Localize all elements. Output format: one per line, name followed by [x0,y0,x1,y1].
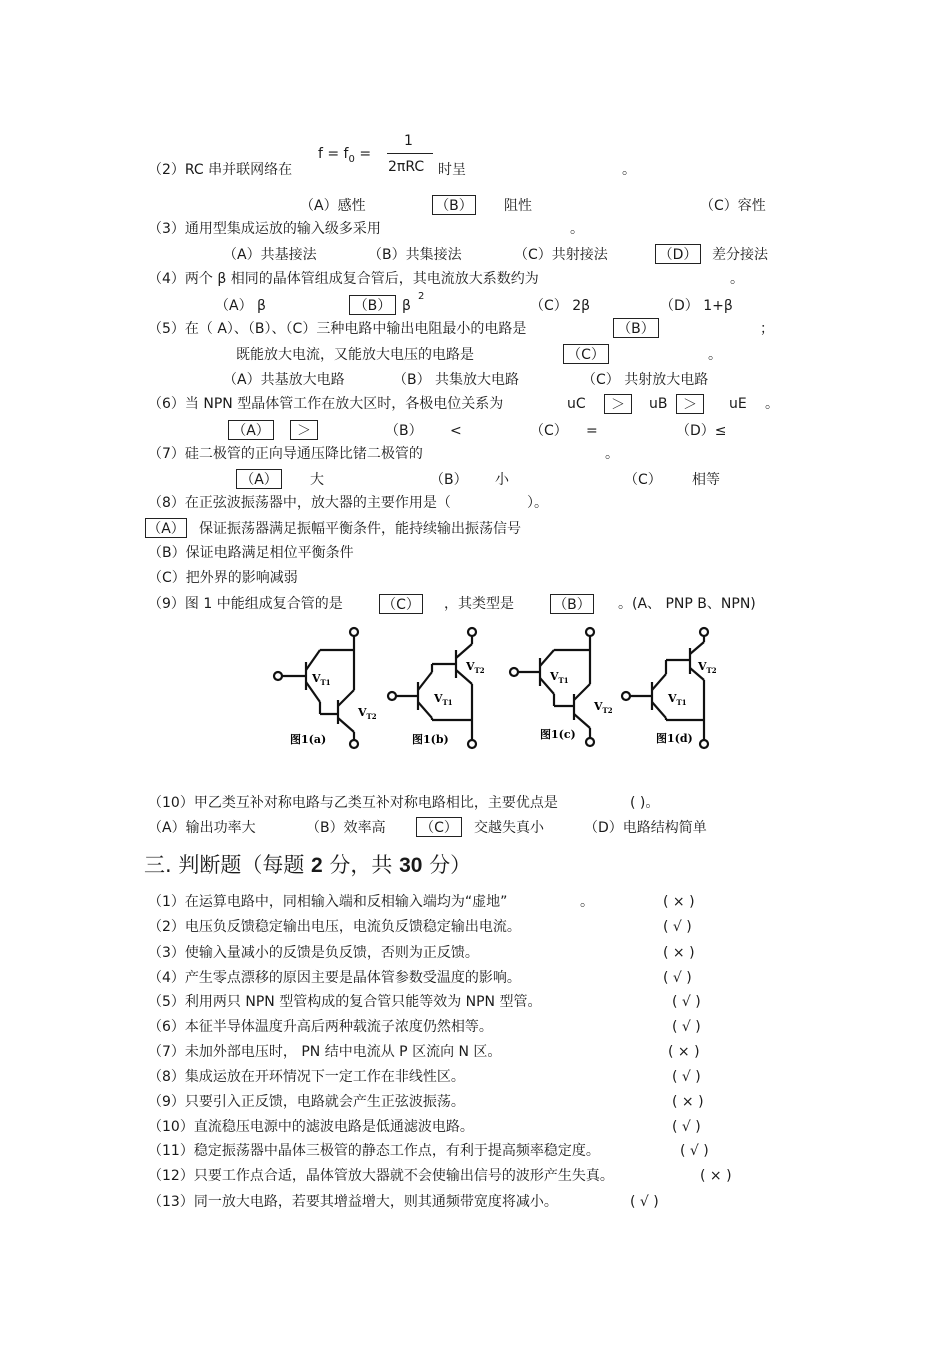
q6-gt3-box: ＞ [290,420,318,440]
q4-option-b: β [402,298,411,314]
q7-option-b-label: （B） [430,472,468,488]
judge-item-12-text: （12）只要工作点合适，晶体管放大器就不会使输出信号的波形产生失真。 [148,1168,614,1184]
q6-uc: uC [567,396,586,412]
q6-ub: uB [649,396,668,412]
q5-answer2-box: （C） [563,344,609,364]
figure-1c-vt2-label: $V_{T2}$ [594,700,613,715]
section-3-points-per-item: 2 [311,854,323,877]
q6-equals: = [586,423,598,439]
q3-answer-box: （D） [655,244,701,264]
q10-paren: ( )。 [630,795,660,811]
q9-answer2-box: （B） [550,594,594,614]
q10-option-a: （A）输出功率大 [148,820,256,836]
q6-gt1-box: ＞ [604,394,632,414]
figure-1b-vt2-label: $V_{T2}$ [466,660,485,675]
q8-option-a: 保证振荡器满足振幅平衡条件，能持续输出振荡信号 [199,521,521,537]
q2-formula-sub: 0 [348,153,355,165]
judge-item-11-text: （11）稳定振荡器中晶体三极管的静态工作点，有利于提高频率稳定度。 [148,1143,600,1159]
q4-option-d: （D） 1+β [660,298,733,314]
q4-stem: （4）两个 β 相同的晶体管组成复合管后，其电流放大系数约为 [148,271,539,287]
figure-1a-vt1-label: $V_{T1}$ [312,672,331,687]
figure-1a-caption: 图1(a) [290,733,327,746]
judge-item-8-answer: ( √ ) [672,1069,701,1085]
judge-item-13-text: （13）同一放大电路，若要其增益增大，则其通频带宽度将减小。 [148,1194,558,1210]
q9-stem: （9）图 1 中能组成复合管的是 [148,596,343,612]
q5-option-b: （B） 共集放大电路 [393,372,520,388]
q4-option-a: （A） β [215,298,266,314]
q3-option-c: （C）共射接法 [514,247,608,263]
judge-item-3-text: （3）使输入量减小的反馈是负反馈，否则为正反馈。 [148,945,479,961]
q2-stem: （2）RC 串并联网络在 [148,162,293,178]
q6-end: 。 [765,396,779,412]
figure-1b-circuit [388,628,476,748]
judge-item-1-text: （1）在运算电路中，同相输入端和反相输入端均为“虚地” [148,894,508,910]
section-3-total-points: 30 [399,854,423,877]
q10-option-d: （D）电路结构简单 [584,820,707,836]
q6-option-d: （D）≤ [676,423,727,439]
q8-stem: （8）在正弦波振荡器中，放大器的主要作用是（ [148,495,451,511]
q2-formula-denominator: 2πRC [388,159,425,175]
figure-1d-vt2-label: $V_{T2}$ [698,660,717,675]
q9-mid: ，其类型是 [444,596,514,612]
q4-answer-box: （B） [349,295,396,315]
q5-semicolon: ； [760,321,774,337]
q2-formula-eq: = [359,146,372,162]
q6-ue: uE [729,396,747,412]
figure-1a-vt2-label: $V_{T2}$ [358,706,377,721]
q6-option-c: （C） [530,423,568,439]
figure-1c-vt1-label: $V_{T1}$ [550,670,569,685]
q4-option-b-superscript: 2 [418,291,425,302]
section-3-title [144,852,471,879]
judge-item-11-answer: ( √ ) [680,1143,709,1159]
judge-item-10-answer: ( √ ) [672,1119,701,1135]
q10-stem: （10）甲乙类互补对称电路与乙类互补对称电路相比，主要优点是 [148,795,558,811]
q7-end: 。 [605,446,619,462]
q6-gt2-box: ＞ [676,394,704,414]
judge-item-6-answer: ( √ ) [672,1019,701,1035]
q5-end: 。 [708,347,722,363]
judge-item-4-answer: ( √ ) [663,970,692,986]
judge-item-1-answer: ( × ) [663,894,695,910]
q2-option-b: 阻性 [504,198,532,214]
q5-option-a: （A）共基放大电路 [223,372,345,388]
q6-option-b: （B） [385,423,423,439]
q2-end: 。 [622,162,636,178]
section-3-title-prefix: 三. 判断题（每题 [144,853,305,877]
q2-formula-numerator: 1 [404,133,413,149]
judge-item-8-text: （8）集成运放在开环情况下一定工作在非线性区。 [148,1069,465,1085]
q10-answer-box: （C） [416,817,462,837]
q3-option-a: （A）共基接法 [223,247,317,263]
judge-item-5-answer: ( √ ) [672,994,701,1010]
judge-item-7-text: （7）未加外部电压时， PN 结中电流从 P 区流向 N 区。 [148,1044,502,1060]
judge-item-9-text: （9）只要引入正反馈，电路就会产生正弦波振荡。 [148,1094,465,1110]
q2-formula-lhs: $f = f_0$ = [318,146,372,165]
q5-option-c: （C） 共射放大电路 [582,372,709,388]
q5-answer1-box: （B） [613,318,659,338]
section-3-title-middle: 分，共 [329,853,393,877]
figure-1a-circuit [274,628,358,748]
judge-item-3-answer: ( × ) [663,945,695,961]
figure-1c-caption: 图1(c) [540,728,576,741]
q2-fraction-bar [387,153,433,154]
judge-item-2-text: （2）电压负反馈稳定输出电压，电流负反馈稳定输出电流。 [148,919,521,935]
judge-item-12-answer: ( × ) [700,1168,732,1184]
q8-close: ）。 [527,495,548,511]
q9-answer1-box: （C） [379,594,423,614]
q6-stem: （6）当 NPN 型晶体管工作在放大区时，各极电位关系为 [148,396,504,412]
judge-item-13-answer: ( √ ) [630,1194,659,1210]
q6-answer-box: （A） [228,420,274,440]
q4-option-c: （C） 2β [530,298,591,314]
q3-end: 。 [570,221,584,237]
judge-item-10-text: （10）直流稳压电源中的滤波电路是低通滤波电路。 [148,1119,474,1135]
q7-option-c-label: （C） [624,472,662,488]
q7-answer-box: （A） [236,469,282,489]
q7-stem: （7）硅二极管的正向导通压降比锗二极管的 [148,446,423,462]
q10-option-c: 交越失真小 [474,820,544,836]
judge-item-6-text: （6）本征半导体温度升高后两种载流子浓度仍然相等。 [148,1019,493,1035]
q4-end: 。 [730,271,744,287]
section-3-title-end: 分） [429,853,472,877]
judge-item-9-answer: ( × ) [672,1094,704,1110]
figure-1d-circuit [622,628,708,748]
q8-option-c: （C）把外界的影响减弱 [148,570,298,586]
q2-answer-box: （B） [432,195,476,215]
judge-item-4-text: （4）产生零点漂移的原因主要是晶体管参数受温度的影响。 [148,970,521,986]
judge-item-2-answer: ( √ ) [663,919,692,935]
q3-stem: （3）通用型集成运放的输入级多采用 [148,221,381,237]
figure-1b-vt1-label: $V_{T1}$ [434,692,453,707]
q7-option-b: 小 [495,472,509,488]
q8-option-b: （B）保证电路满足相位平衡条件 [148,545,354,561]
q10-option-b: （B）效率高 [306,820,386,836]
q2-option-c: （C）容性 [700,198,766,214]
figure-1b-caption: 图1(b) [412,733,449,746]
q2-option-a: （A）感性 [300,198,366,214]
q6-less-than: < [450,423,462,439]
judge-item-5-text: （5）利用两只 NPN 型管构成的复合管只能等效为 NPN 型管。 [148,994,542,1010]
judge-item-7-answer: ( × ) [668,1044,700,1060]
figure-1d-caption: 图1(d) [656,732,693,745]
q3-option-b: （B）共集接法 [368,247,462,263]
q5-stem2: 既能放大电流，又能放大电压的电路是 [236,347,474,363]
figure-1d-vt1-label: $V_{T1}$ [668,692,687,707]
judge-item-1-period: 。 [580,894,594,910]
q5-stem: （5）在（ A）、（B）、（C）三种电路中输出电阻最小的电路是 [148,321,527,337]
q7-option-a: 大 [310,472,324,488]
q2-tail: 时呈 [438,162,466,178]
q8-answer-box: （A） [145,518,187,538]
q9-tail: 。(A、 PNP B、NPN) [618,596,756,612]
q7-option-c: 相等 [692,472,720,488]
figure-1-circuits [268,620,728,760]
q3-option-d: 差分接法 [712,247,768,263]
